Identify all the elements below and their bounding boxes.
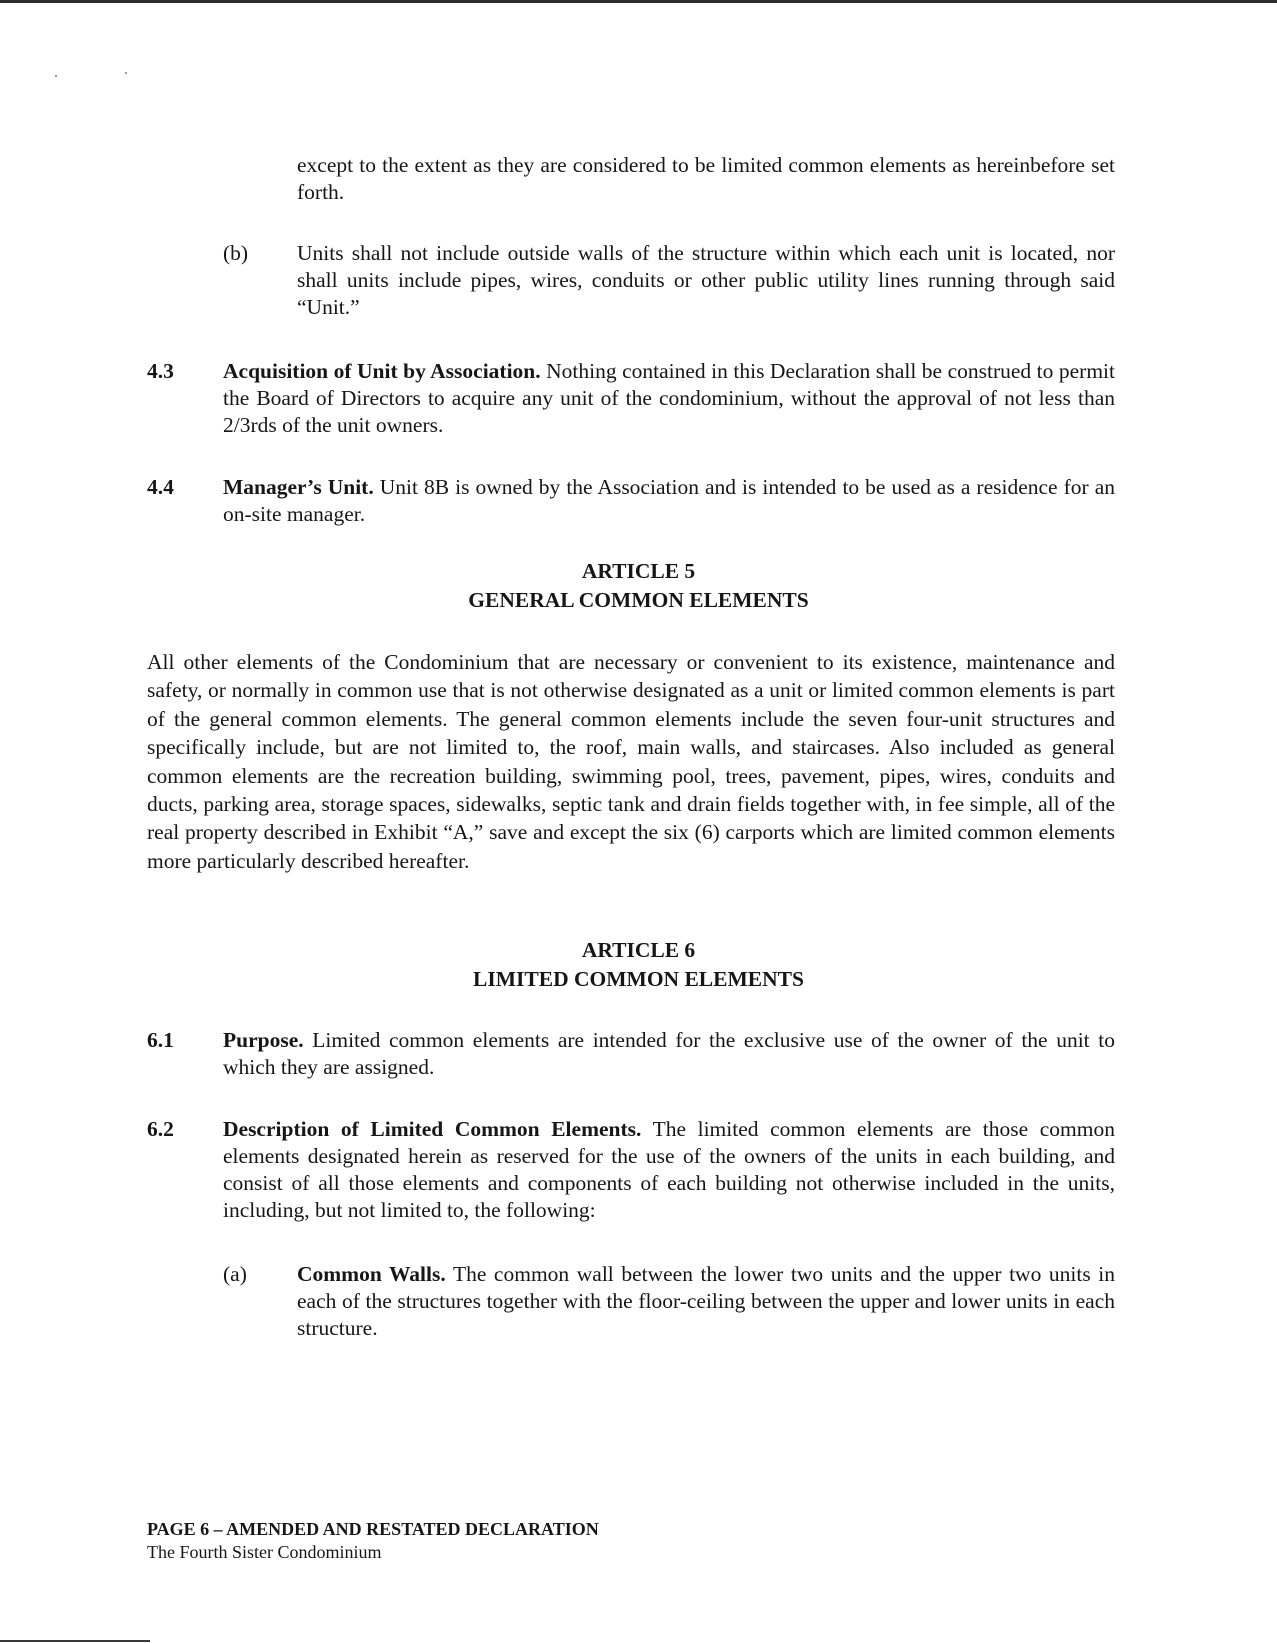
article-6-title: LIMITED COMMON ELEMENTS: [473, 967, 804, 991]
section-4-4-number: 4.4: [147, 475, 174, 499]
item-a-title: Common Walls.: [297, 1262, 446, 1286]
intro-continuation-paragraph: except to the extent as they are considered to be limited common elements as hereinbefore set forth.: [297, 153, 1115, 204]
item-a-text: The common wall between the lower two units and the upper two units in each of the structures together with the floor-ceiling between the upper and lower units in each structure.: [297, 1262, 1115, 1340]
section-4-4-title: Manager’s Unit.: [223, 475, 374, 499]
section-6-2-text: The limited common elements are those common elements designated herein as reserved for the use of the owners of the units in each building, and consist of all those elements and components of each building not otherwise included in the units, including, but not limited to, the following:: [223, 1117, 1115, 1222]
section-6-2-number: 6.2: [147, 1117, 174, 1141]
section-4-3-paragraph: [223, 358, 1115, 439]
section-4-4-paragraph: [223, 474, 1115, 528]
item-a-paragraph: [297, 1261, 1115, 1342]
item-b-label: (b): [223, 241, 249, 265]
section-6-1-title: Purpose.: [223, 1028, 304, 1052]
article-6-label: ARTICLE 6: [581, 938, 696, 962]
page-footer-subtitle: The Fourth Sister Condominium: [147, 1542, 382, 1562]
section-4-3-title: Acquisition of Unit by Association.: [223, 359, 541, 383]
item-a-label: (a): [223, 1262, 247, 1286]
section-4-3-text: Nothing contained in this Declaration shall be construed to permit the Board of Directors to acquire any unit of the condominium, without the approval of not less than 2/3rds of the unit owners.: [223, 359, 1115, 437]
scan-speck: [55, 75, 57, 77]
article-5-title: GENERAL COMMON ELEMENTS: [468, 588, 809, 612]
page-footer-title: PAGE 6 – AMENDED AND RESTATED DECLARATION: [147, 1519, 599, 1539]
section-6-2-paragraph: [223, 1116, 1115, 1224]
section-6-1-number: 6.1: [147, 1028, 174, 1052]
section-4-4-text: Unit 8B is owned by the Association and is intended to be used as a residence for an on-site manager.: [223, 475, 1115, 526]
scan-bottom-edge: [0, 1640, 150, 1642]
article-5-label: ARTICLE 5: [581, 559, 696, 583]
section-4-3-number: 4.3: [147, 359, 174, 383]
section-6-2-title: Description of Limited Common Elements.: [223, 1117, 642, 1141]
article-5-body: All other elements of the Condominium that are necessary or convenient to its existence, maintenance and safety, or normally in common use that is not otherwise designated as a unit or limited common elements is part of the general common elements. The general common elements include the seven four-unit structures and specifically include, but are not limited to, the roof, main walls, and staircases. Also included as general common elements are the recreation building, swimming pool, trees, pavement, pipes, wires, conduits and ducts, parking area, storage spaces, sidewalks, septic tank and drain fields together with, in fee simple, all of the real property described in Exhibit “A,” save and except the six (6) carports which are limited common elements more particularly described hereafter.: [147, 650, 1115, 873]
section-6-1-text: Limited common elements are intended for the exclusive use of the owner of the unit to which they are assigned.: [223, 1028, 1115, 1079]
scan-top-edge: [0, 0, 1277, 3]
scan-speck: [125, 72, 127, 74]
item-b-text: Units shall not include outside walls of the structure within which each unit is located, nor shall units include pipes, wires, conduits or other public utility lines running through said “Unit.”: [297, 241, 1115, 319]
section-6-1-paragraph: [223, 1027, 1115, 1081]
